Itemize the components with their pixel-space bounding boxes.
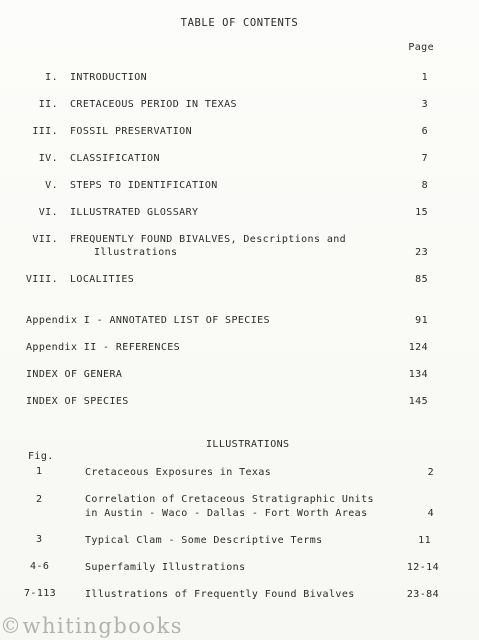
illustration-label: Correlation of Cretaceous Stratigraphic Units bbox=[85, 494, 374, 505]
page-column-header: Page bbox=[408, 42, 434, 53]
toc-entry-page: 8 bbox=[421, 180, 428, 191]
illustration-fig-number: 3 bbox=[36, 534, 43, 545]
toc-entry-page: 1 bbox=[421, 72, 428, 83]
illustration-page: 2 bbox=[427, 467, 434, 478]
appendix-entry-page: 134 bbox=[408, 369, 428, 380]
toc-entry-label-continued: Illustrations bbox=[94, 247, 178, 258]
illustrations-title: ILLUSTRATIONS bbox=[206, 439, 290, 450]
toc-entry-label: ILLUSTRATED GLOSSARY bbox=[70, 207, 199, 218]
illustration-label: Cretaceous Exposures in Texas bbox=[85, 467, 272, 478]
toc-entry-page: 23 bbox=[415, 247, 428, 258]
toc-entry-number: IV. bbox=[38, 153, 58, 164]
appendix-entry-label: Appendix II - REFERENCES bbox=[26, 342, 181, 353]
toc-entry-label: FOSSIL PRESERVATION bbox=[70, 126, 192, 137]
toc-entry-number: VII. bbox=[32, 234, 58, 245]
illustration-page: 11 bbox=[418, 535, 431, 546]
toc-title: TABLE OF CONTENTS bbox=[180, 17, 299, 29]
illustration-label: Illustrations of Frequently Found Bivalves bbox=[85, 589, 355, 600]
appendix-entry-label: INDEX OF GENERA bbox=[26, 369, 123, 380]
illustration-fig-number: 4-6 bbox=[30, 561, 50, 572]
appendix-entry-label: Appendix I - ANNOTATED LIST OF SPECIES bbox=[26, 315, 270, 326]
illustration-page: 4 bbox=[427, 508, 434, 519]
toc-entry-page: 7 bbox=[421, 153, 428, 164]
illustration-label: Typical Clam - Some Descriptive Terms bbox=[85, 535, 323, 546]
toc-entry-page: 85 bbox=[415, 274, 428, 285]
appendix-entry-page: 145 bbox=[408, 396, 428, 407]
toc-entry-label: FREQUENTLY FOUND BIVALVES, Descriptions and bbox=[70, 234, 347, 245]
illustration-label: Superfamily Illustrations bbox=[85, 562, 246, 573]
illustration-fig-number: 1 bbox=[36, 466, 43, 477]
toc-entry-number: VIII. bbox=[25, 274, 58, 285]
toc-entry-label: STEPS TO IDENTIFICATION bbox=[70, 180, 218, 191]
toc-entry-label: LOCALITIES bbox=[70, 274, 135, 285]
toc-entry-number: III. bbox=[32, 126, 58, 137]
toc-entry-number: VI. bbox=[38, 207, 58, 218]
toc-entry-page: 6 bbox=[421, 126, 428, 137]
toc-entry-label: INTRODUCTION bbox=[70, 72, 148, 83]
toc-entry-page: 3 bbox=[421, 99, 428, 110]
fig-column-header: Fig. bbox=[28, 451, 54, 462]
toc-entry-number: II. bbox=[38, 99, 58, 110]
appendix-entry-page: 124 bbox=[408, 342, 428, 353]
watermark-text: ©whitingbooks bbox=[0, 614, 184, 638]
toc-entry-page: 15 bbox=[415, 207, 428, 218]
appendix-entry-label: INDEX OF SPECIES bbox=[26, 396, 129, 407]
toc-entry-label: CLASSIFICATION bbox=[70, 153, 160, 164]
illustration-page: 12-14 bbox=[406, 562, 439, 573]
toc-entry-label: CRETACEOUS PERIOD IN TEXAS bbox=[70, 99, 237, 110]
toc-entry-number: I. bbox=[45, 72, 58, 83]
illustration-fig-number: 7-113 bbox=[24, 588, 57, 599]
illustration-fig-number: 2 bbox=[36, 494, 43, 505]
illustration-label-continued: in Austin - Waco - Dallas - Fort Worth Areas bbox=[85, 508, 368, 519]
appendix-entry-page: 91 bbox=[415, 315, 428, 326]
toc-entry-number: V. bbox=[45, 180, 58, 191]
illustration-page: 23-84 bbox=[406, 589, 439, 600]
